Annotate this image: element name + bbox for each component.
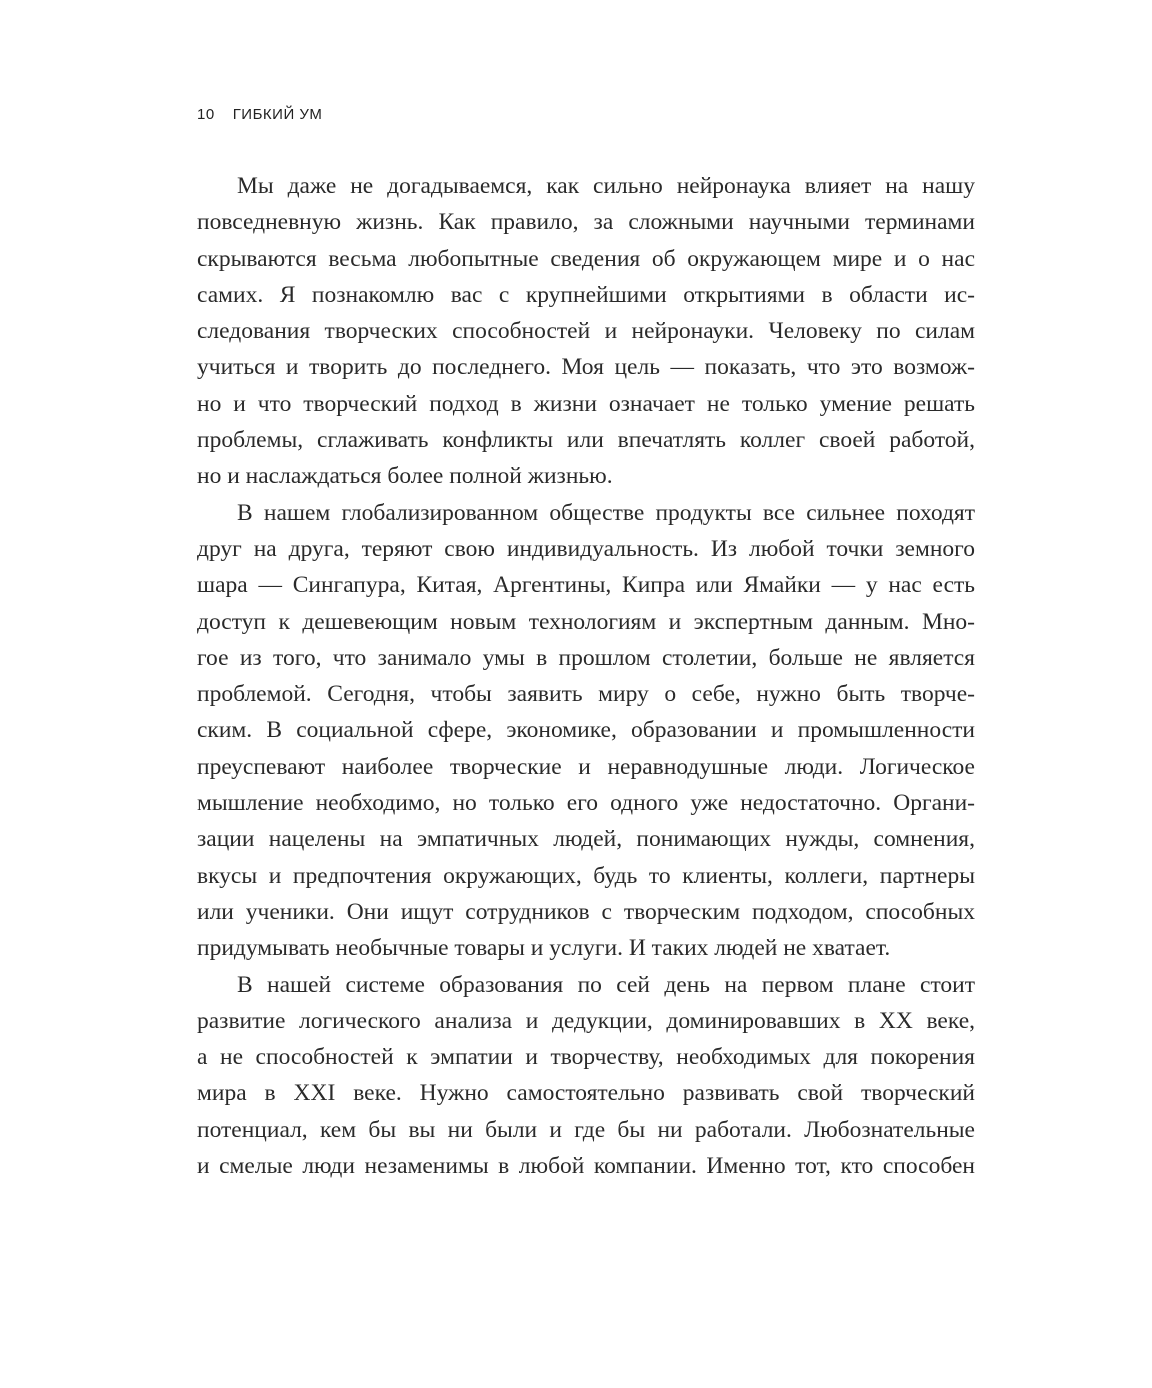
text-line: развитие логического анализа и дедукции, доминировавших в XX веке,	[197, 1007, 975, 1034]
text-line: мышление необходимо, но только его одного уже недостаточно. Органи-	[197, 790, 975, 817]
text-line: Мы даже не догадываемся, как сильно нейронаука влияет на нашу	[237, 173, 975, 199]
paragraph	[197, 495, 975, 967]
text-line: скрываются весьма любопытные сведения об окружающем мире и о нас	[197, 245, 975, 272]
paragraph	[197, 967, 975, 1185]
text-line: В нашем глобализированном обществе продукты все сильнее походят	[237, 499, 975, 526]
text-line: гое из того, что занимало умы в прошлом столетии, больше не является	[197, 644, 975, 671]
text-line: повседневную жизнь. Как правило, за сложными научными терминами	[197, 209, 975, 236]
text-line: мира в XXI веке. Нужно самостоятельно развивать свой творческий	[197, 1080, 975, 1107]
text-line: но и что творческий подход в жизни означает не только умение решать	[197, 390, 975, 417]
text-line: шара — Сингапура, Китая, Аргентины, Кипра или Ямайки — у нас есть	[197, 572, 975, 599]
text-line: друг на друга, теряют свою индивидуальность. Из любой точки земного	[197, 535, 975, 562]
running-title: ГИБКИЙ УМ	[232, 106, 323, 123]
text-line: преуспевают наиболее творческие и неравнодушные люди. Логическое	[197, 753, 975, 780]
text-line: проблемы, сглаживать конфликты или впечатлять коллег своей работой,	[197, 427, 975, 454]
running-header	[197, 106, 322, 123]
page-number: 10	[197, 106, 215, 123]
text-line: В нашей системе образования по сей день на первом плане стоит	[237, 971, 975, 998]
paragraph	[197, 168, 975, 495]
text-line: самих. Я познакомлю вас с крупнейшими открытиями в области ис-	[197, 281, 975, 308]
text-line: но и наслаждаться более полной жизнью.	[197, 463, 613, 490]
text-line: проблемой. Сегодня, чтобы заявить миру о себе, нужно быть творче-	[197, 681, 975, 708]
text-line: вкусы и предпочтения окружающих, будь то клиенты, коллеги, партнеры	[197, 862, 975, 889]
text-line: учиться и творить до последнего. Моя цель — показать, что это возмож-	[197, 354, 975, 381]
text-line: следования творческих способностей и нейронауки. Человеку по силам	[197, 318, 975, 345]
body-text	[197, 168, 975, 1184]
text-line: доступ к дешевеющим новым технологиям и экспертным данным. Мно-	[197, 608, 975, 635]
text-line: придумывать необычные товары и услуги. И таких людей не хватает.	[197, 935, 891, 962]
text-line: ским. В социальной сфере, экономике, образовании и промышленности	[197, 717, 975, 744]
text-line: или ученики. Они ищут сотрудников с творческим подходом, способных	[197, 898, 975, 925]
text-line: потенциал, кем бы вы ни были и где бы ни работали. Любознательные	[197, 1116, 975, 1143]
text-line: а не способностей к эмпатии и творчеству, необходимых для покорения	[197, 1044, 975, 1071]
text-line: и смелые люди незаменимы в любой компании. Именно тот, кто способен	[197, 1153, 975, 1180]
text-line: зации нацелены на эмпатичных людей, понимающих нужды, сомнения,	[197, 826, 975, 853]
